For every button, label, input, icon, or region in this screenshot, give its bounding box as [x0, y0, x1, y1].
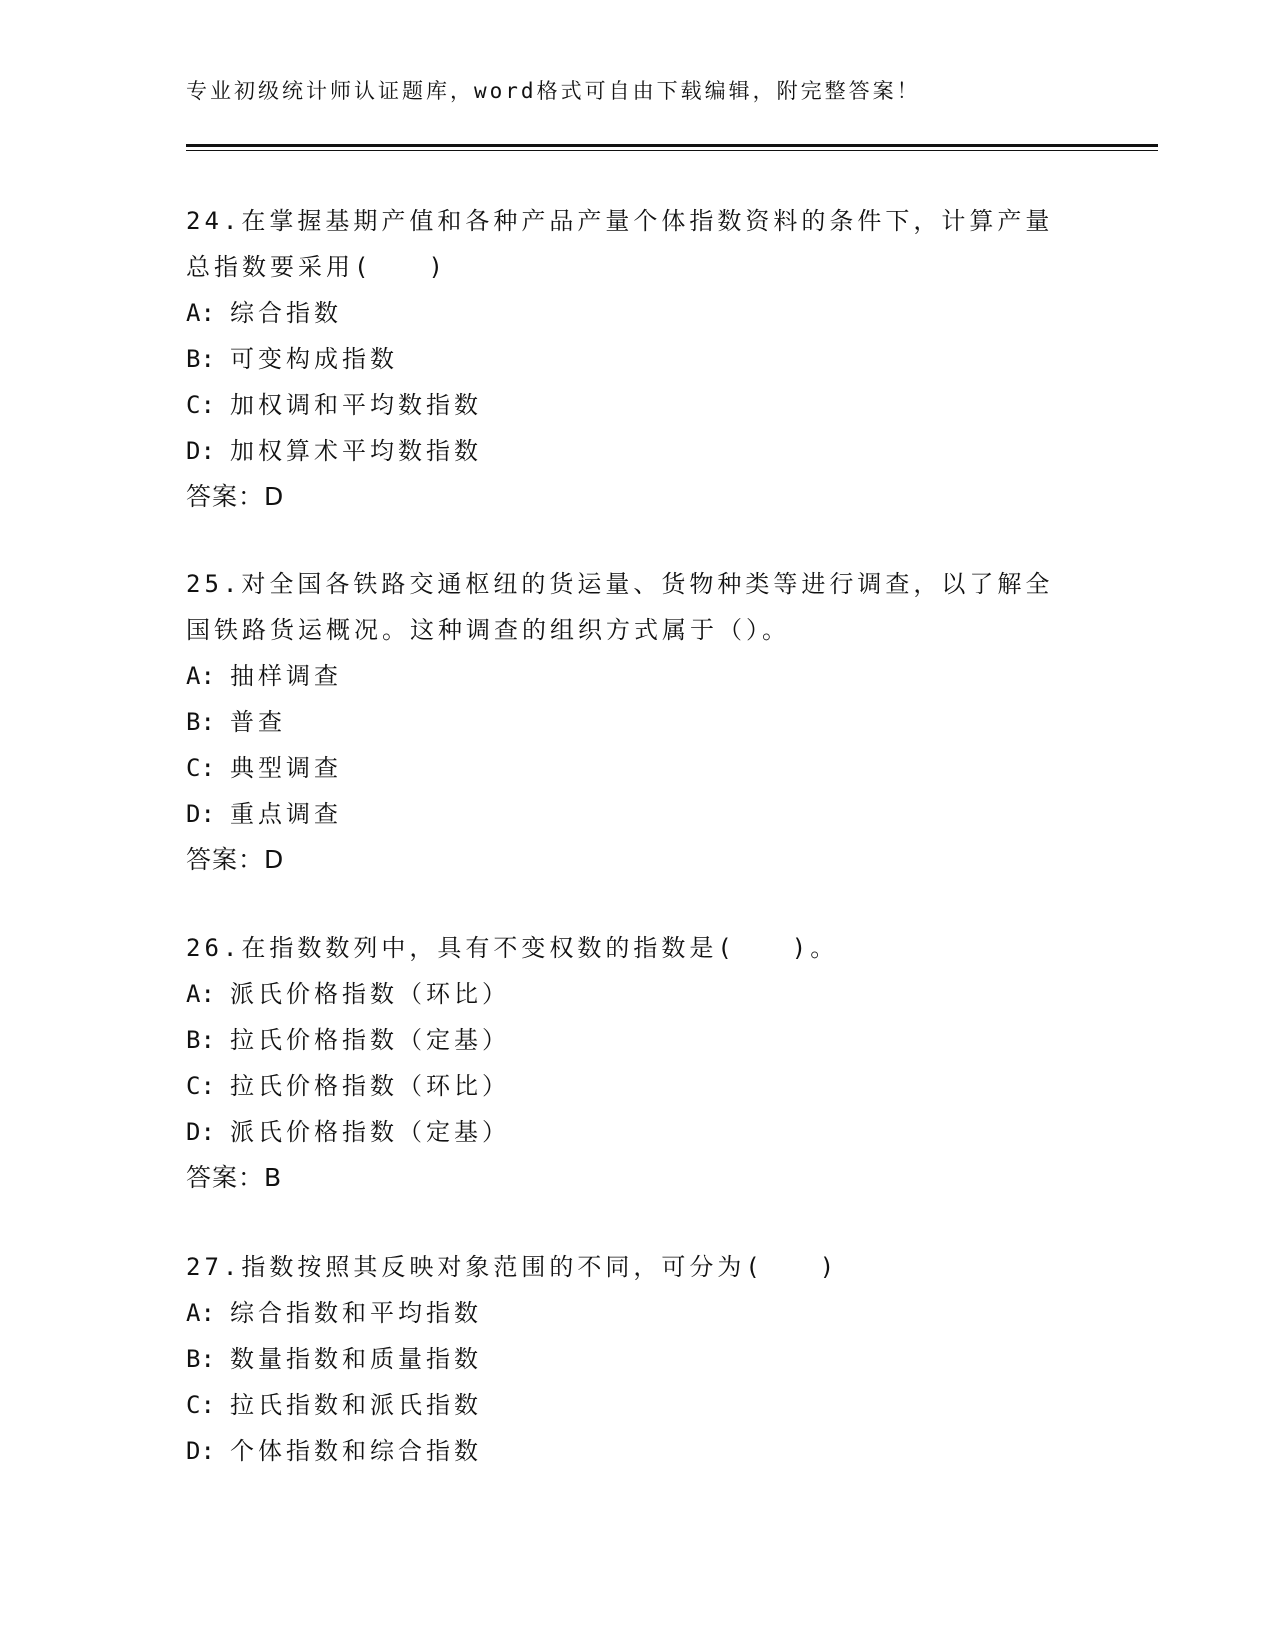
option-b [186, 1017, 1086, 1063]
option-letter: D: [186, 1118, 215, 1146]
option-text: 抽样调查 [230, 662, 342, 690]
question-stem-line: 26.在指数数列中，具有不变权数的指数是( )。 [186, 934, 839, 962]
option-text: 综合指数 [230, 299, 342, 327]
option-letter: C: [186, 1072, 215, 1100]
option-a [186, 1290, 1086, 1336]
option-text: 派氏价格指数（定基） [230, 1118, 510, 1146]
option-text: 拉氏价格指数（环比） [230, 1072, 510, 1100]
header-divider-thick [186, 144, 1158, 147]
answer-line: 答案：D [186, 845, 285, 874]
question-stem-line: 25.对全国各铁路交通枢纽的货运量、货物种类等进行调查，以了解全 [186, 570, 1054, 598]
answer-line: 答案：B [186, 1163, 283, 1192]
option-b [186, 699, 1086, 745]
option-d [186, 791, 1086, 837]
question-stem-line: 总指数要采用( ) [186, 253, 447, 281]
option-b [186, 1336, 1086, 1382]
header-divider-thin [186, 150, 1158, 151]
option-letter: A: [186, 662, 215, 690]
option-text: 拉氏指数和派氏指数 [230, 1391, 482, 1419]
question-25 [186, 561, 1086, 883]
option-letter: C: [186, 754, 215, 782]
option-d [186, 428, 1086, 474]
option-letter: A: [186, 299, 215, 327]
option-c [186, 745, 1086, 791]
option-text: 数量指数和质量指数 [230, 1345, 482, 1373]
option-letter: B: [186, 345, 215, 373]
question-stem-line: 国铁路货运概况。这种调查的组织方式属于（）。 [186, 616, 790, 644]
question-stem-line: 24.在掌握基期产值和各种产品产量个体指数资料的条件下，计算产量 [186, 207, 1054, 235]
option-text: 综合指数和平均指数 [230, 1299, 482, 1327]
option-letter: A: [186, 1299, 215, 1327]
option-text: 加权调和平均数指数 [230, 391, 482, 419]
option-text: 个体指数和综合指数 [230, 1437, 482, 1465]
option-d [186, 1428, 1086, 1474]
option-letter: B: [186, 1345, 215, 1373]
question-stem-line: 27.指数按照其反映对象范围的不同，可分为( ) [186, 1253, 839, 1281]
option-c [186, 1063, 1086, 1109]
option-text: 普查 [230, 708, 286, 736]
option-d [186, 1109, 1086, 1155]
option-text: 典型调查 [230, 754, 342, 782]
option-letter: A: [186, 980, 215, 1008]
option-text: 加权算术平均数指数 [230, 437, 482, 465]
question-26 [186, 925, 1086, 1201]
option-letter: D: [186, 437, 215, 465]
option-letter: B: [186, 708, 215, 736]
option-text: 派氏价格指数（环比） [230, 980, 510, 1008]
option-letter: C: [186, 1391, 215, 1419]
document-header: 专业初级统计师认证题库，word格式可自由下载编辑，附完整答案！ [186, 79, 921, 103]
question-27 [186, 1244, 1086, 1474]
option-a [186, 971, 1086, 1017]
option-c [186, 1382, 1086, 1428]
answer-line: 答案：D [186, 482, 285, 511]
option-letter: C: [186, 391, 215, 419]
option-a [186, 653, 1086, 699]
option-letter: B: [186, 1026, 215, 1054]
option-b [186, 336, 1086, 382]
option-letter: D: [186, 800, 215, 828]
option-text: 拉氏价格指数（定基） [230, 1026, 510, 1054]
option-text: 可变构成指数 [230, 345, 398, 373]
option-letter: D: [186, 1437, 215, 1465]
option-text: 重点调查 [230, 800, 342, 828]
option-c [186, 382, 1086, 428]
option-a [186, 290, 1086, 336]
question-24 [186, 198, 1086, 520]
